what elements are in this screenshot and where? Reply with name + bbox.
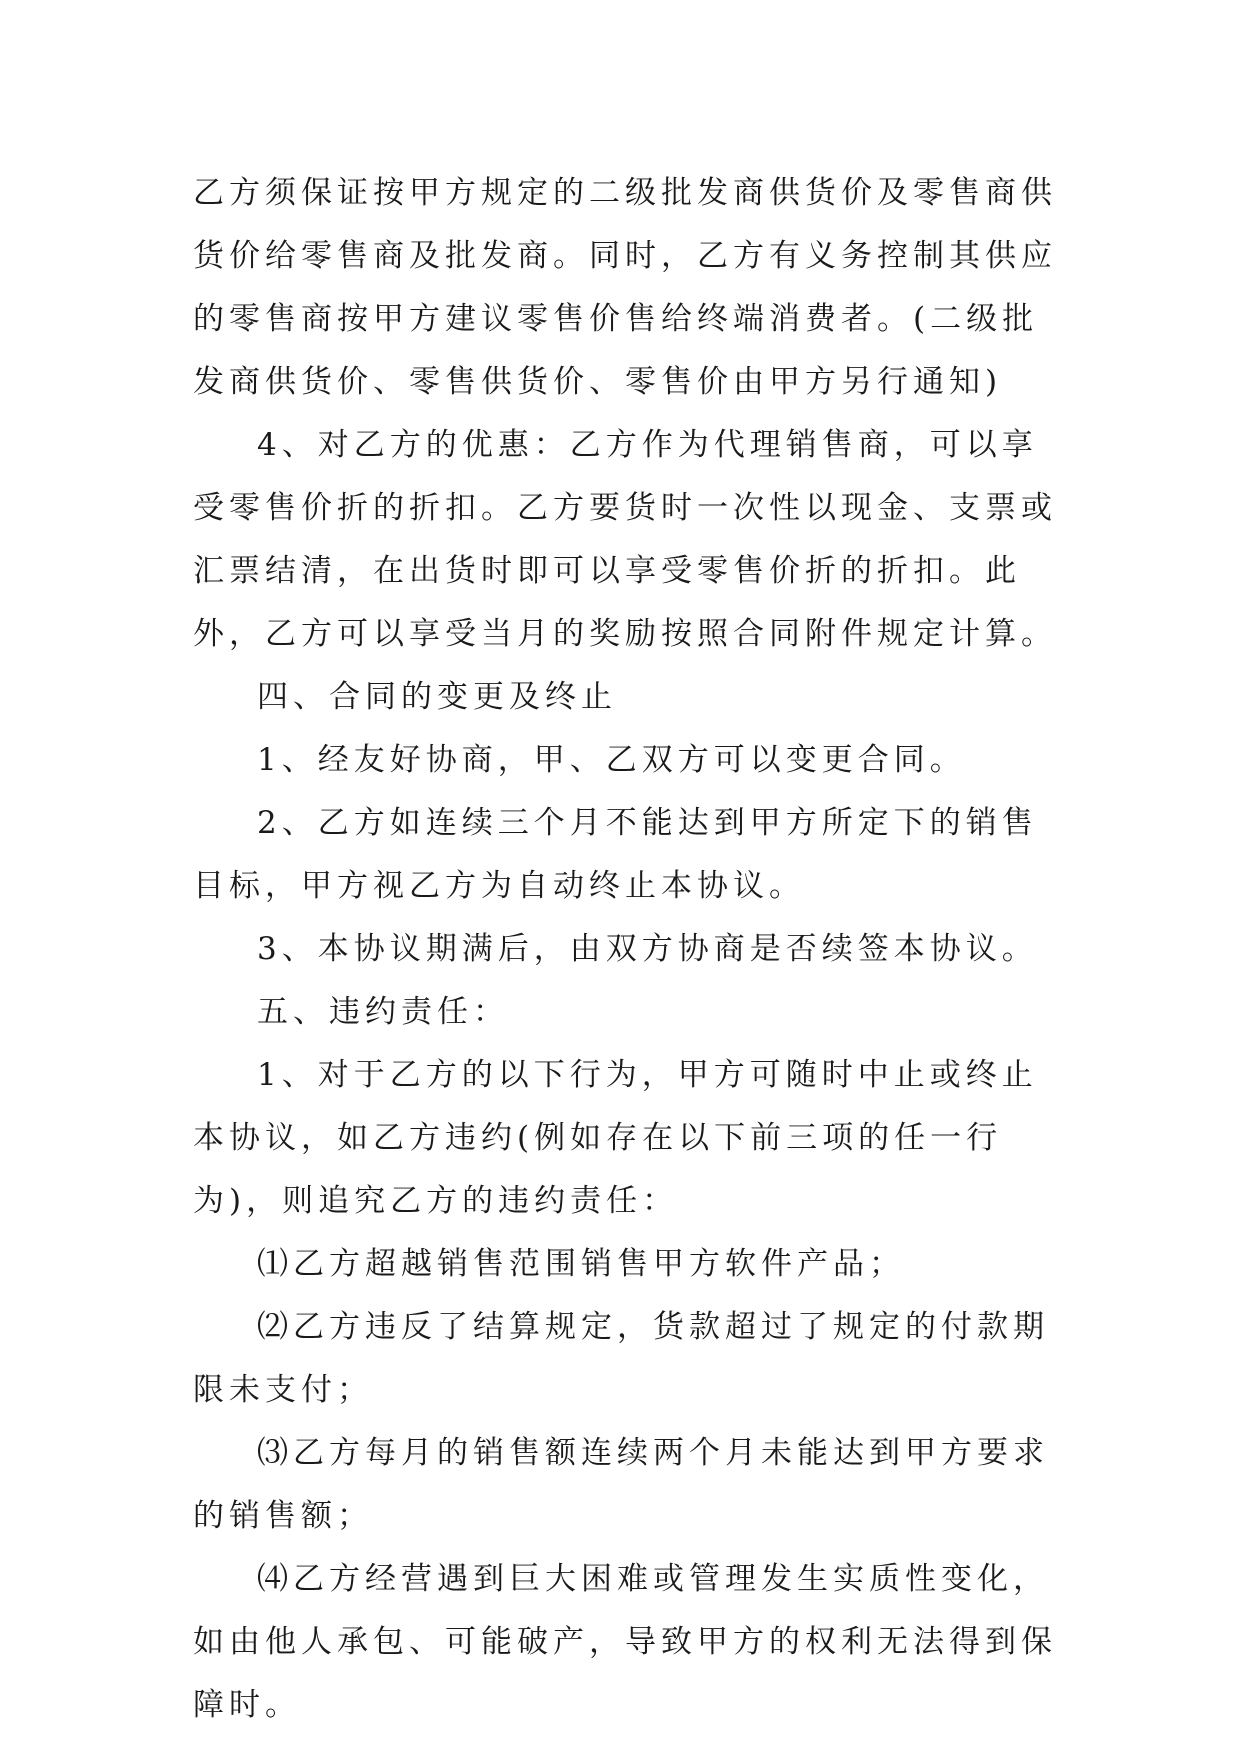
paragraph-change-clause-2: 2、乙方如连续三个月不能达到甲方所定下的销售目标，甲方视乙方为自动终止本协议。 [193, 805, 1038, 904]
list-item-liability-1: ⑴乙方超越销售范围销售甲方软件产品； [257, 1246, 905, 1282]
paragraph-change-clause-1: 1、经友好协商，甲、乙双方可以变更合同。 [257, 742, 966, 778]
paragraph-liability-clause-1: 1、对于乙方的以下行为，甲方可随时中止或终止本协议，如乙方违约(例如存在以下前三项的任一行为)，则追究乙方的违约责任： [193, 1057, 1038, 1219]
paragraph-discount-clause: 4、对乙方的优惠：乙方作为代理销售商，可以享受零售价折的折扣。乙方要货时一次性以现金、支票或汇票结清，在出货时即可以享受零售价折的折扣。此外，乙方可以享受当月的奖励按照合同附件规定计算。 [193, 427, 1057, 652]
paragraph-price-obligation: 乙方须保证按甲方规定的二级批发商供货价及零售商供货价给零售商及批发商。同时，乙方有义务控制其供应的零售商按甲方建议零售价售给终端消费者。(二级批发商供货价、零售供货价、零售价由甲方另行通知) [193, 175, 1057, 400]
list-item-liability-3: ⑶乙方每月的销售额连续两个月未能达到甲方要求的销售额； [193, 1435, 1049, 1534]
section-heading-liability: 五、违约责任： [257, 994, 509, 1030]
paragraph-change-clause-3: 3、本协议期满后，由双方协商是否续签本协议。 [257, 931, 1038, 967]
list-item-liability-2: ⑵乙方违反了结算规定，货款超过了规定的付款期限未支付； [193, 1309, 1049, 1408]
section-heading-contract-change: 四、合同的变更及终止 [257, 679, 617, 715]
list-item-liability-4: ⑷乙方经营遇到巨大困难或管理发生实质性变化，如由他人承包、可能破产，导致甲方的权利无法得到保障时。 [193, 1561, 1057, 1723]
document-body [193, 162, 1073, 1737]
